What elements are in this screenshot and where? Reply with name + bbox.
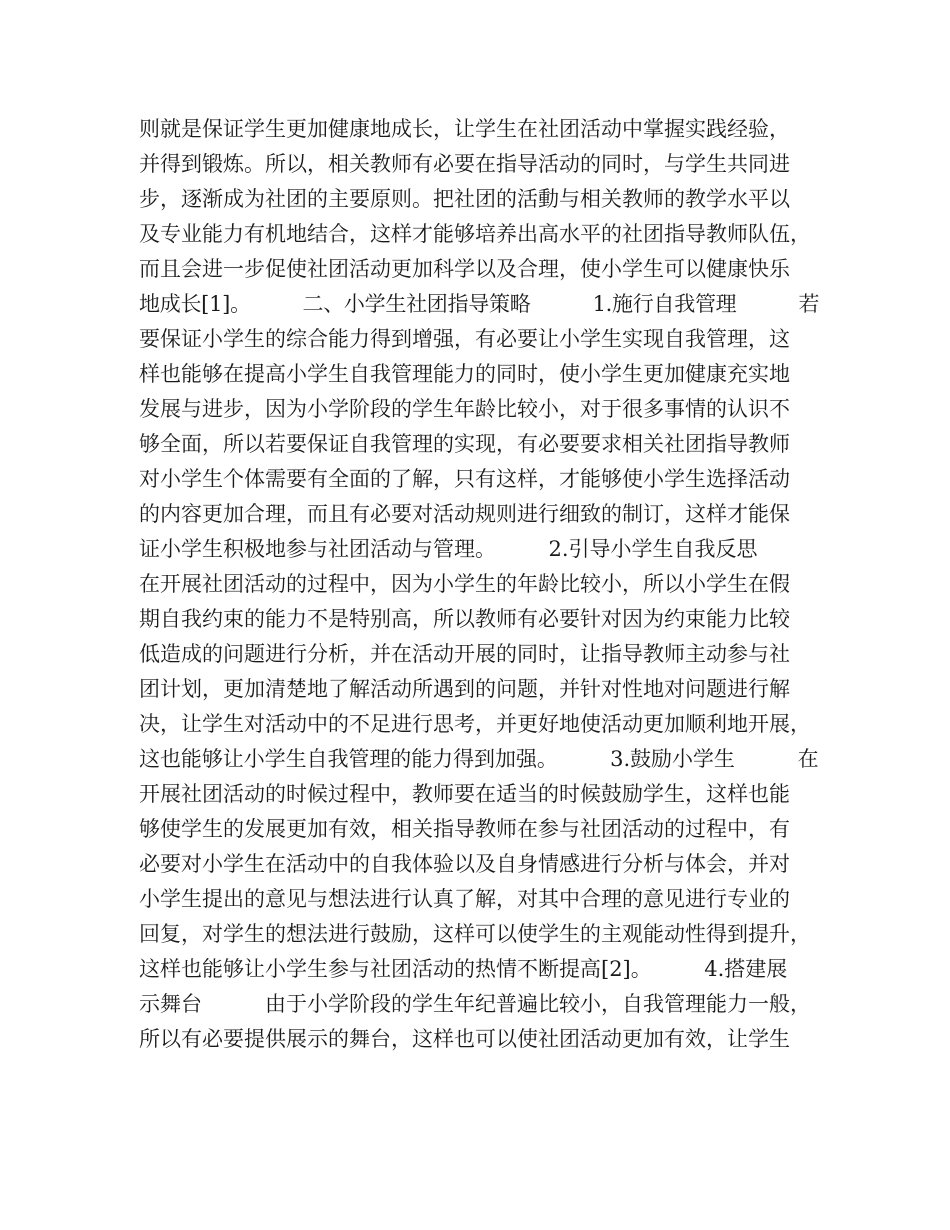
- text-line: 这也能够让小学生自我管理的能力得到加强。 3.鼓励小学生 在: [139, 747, 819, 771]
- text-line: 必要对小学生在活动中的自我体验以及自身情感进行分析与体会，并对: [139, 852, 790, 876]
- text-line: 够使学生的发展更加有效，相关指导教师在参与社团活动的过程中，有: [139, 817, 790, 841]
- text-line: 样也能够在提高小学生自我管理能力的同时，使小学生更加健康充实地: [139, 362, 790, 386]
- text-line: 小学生提出的意见与想法进行认真了解，对其中合理的意见进行专业的: [139, 887, 790, 911]
- text-line: 决，让学生对活动中的不足进行思考，并更好地使活动更加顺利地开展，: [139, 712, 811, 736]
- text-line: 要保证小学生的综合能力得到增强，有必要让小学生实现自我管理，这: [139, 327, 790, 351]
- text-line: 证小学生积极地参与社团活动与管理。 2.引导小学生自我反思: [139, 537, 758, 561]
- text-line: 发展与进步，因为小学阶段的学生年龄比较小，对于很多事情的认识不: [139, 397, 790, 421]
- text-line: 则就是保证学生更加健康地成长，让学生在社团活动中掌握实践经验，: [139, 117, 790, 141]
- text-line: 示舞台 由于小学阶段的学生年纪普遍比较小，自我管理能力一般，: [139, 992, 811, 1016]
- text-line: 在开展社团活动的过程中，因为小学生的年龄比较小，所以小学生在假: [139, 572, 790, 596]
- text-line: 这样也能够让小学生参与社团活动的热情不断提高[2]。 4.搭建展: [139, 957, 788, 981]
- text-line: 步，逐渐成为社团的主要原则。把社团的活動与相关教师的教学水平以: [139, 187, 790, 211]
- text-line: 团计划，更加清楚地了解活动所遇到的问题，并针对性地对问题进行解: [139, 677, 790, 701]
- text-line: 所以有必要提供展示的舞台，这样也可以使社团活动更加有效，让学生: [139, 1027, 790, 1051]
- body-text: [139, 112, 819, 1057]
- text-line: 对小学生个体需要有全面的了解，只有这样，才能够使小学生选择活动: [139, 467, 790, 491]
- text-line: 开展社团活动的时候过程中，教师要在适当的时候鼓励学生，这样也能: [139, 782, 790, 806]
- text-line: 够全面，所以若要保证自我管理的实现，有必要要求相关社团指导教师: [139, 432, 790, 456]
- text-line: 而且会进一步促使社团活动更加科学以及合理，使小学生可以健康快乐: [139, 257, 790, 281]
- text-line: 的内容更加合理，而且有必要对活动规则进行细致的制订，这样才能保: [139, 502, 790, 526]
- text-line: 并得到锻炼。所以，相关教师有必要在指导活动的同时，与学生共同进: [139, 152, 790, 176]
- text-line: 地成长[1]。 二、小学生社团指导策略 1.施行自我管理 若: [139, 292, 819, 316]
- text-line: 期自我约束的能力不是特别高，所以教师有必要针对因为约束能力比较: [139, 607, 790, 631]
- text-line: 低造成的问题进行分析，并在活动开展的同时，让指导教师主动参与社: [139, 642, 790, 666]
- text-line: 及专业能力有机地结合，这样才能够培养出高水平的社团指导教师队伍，: [139, 222, 811, 246]
- text-line: 回复，对学生的想法进行鼓励，这样可以使学生的主观能动性得到提升，: [139, 922, 811, 946]
